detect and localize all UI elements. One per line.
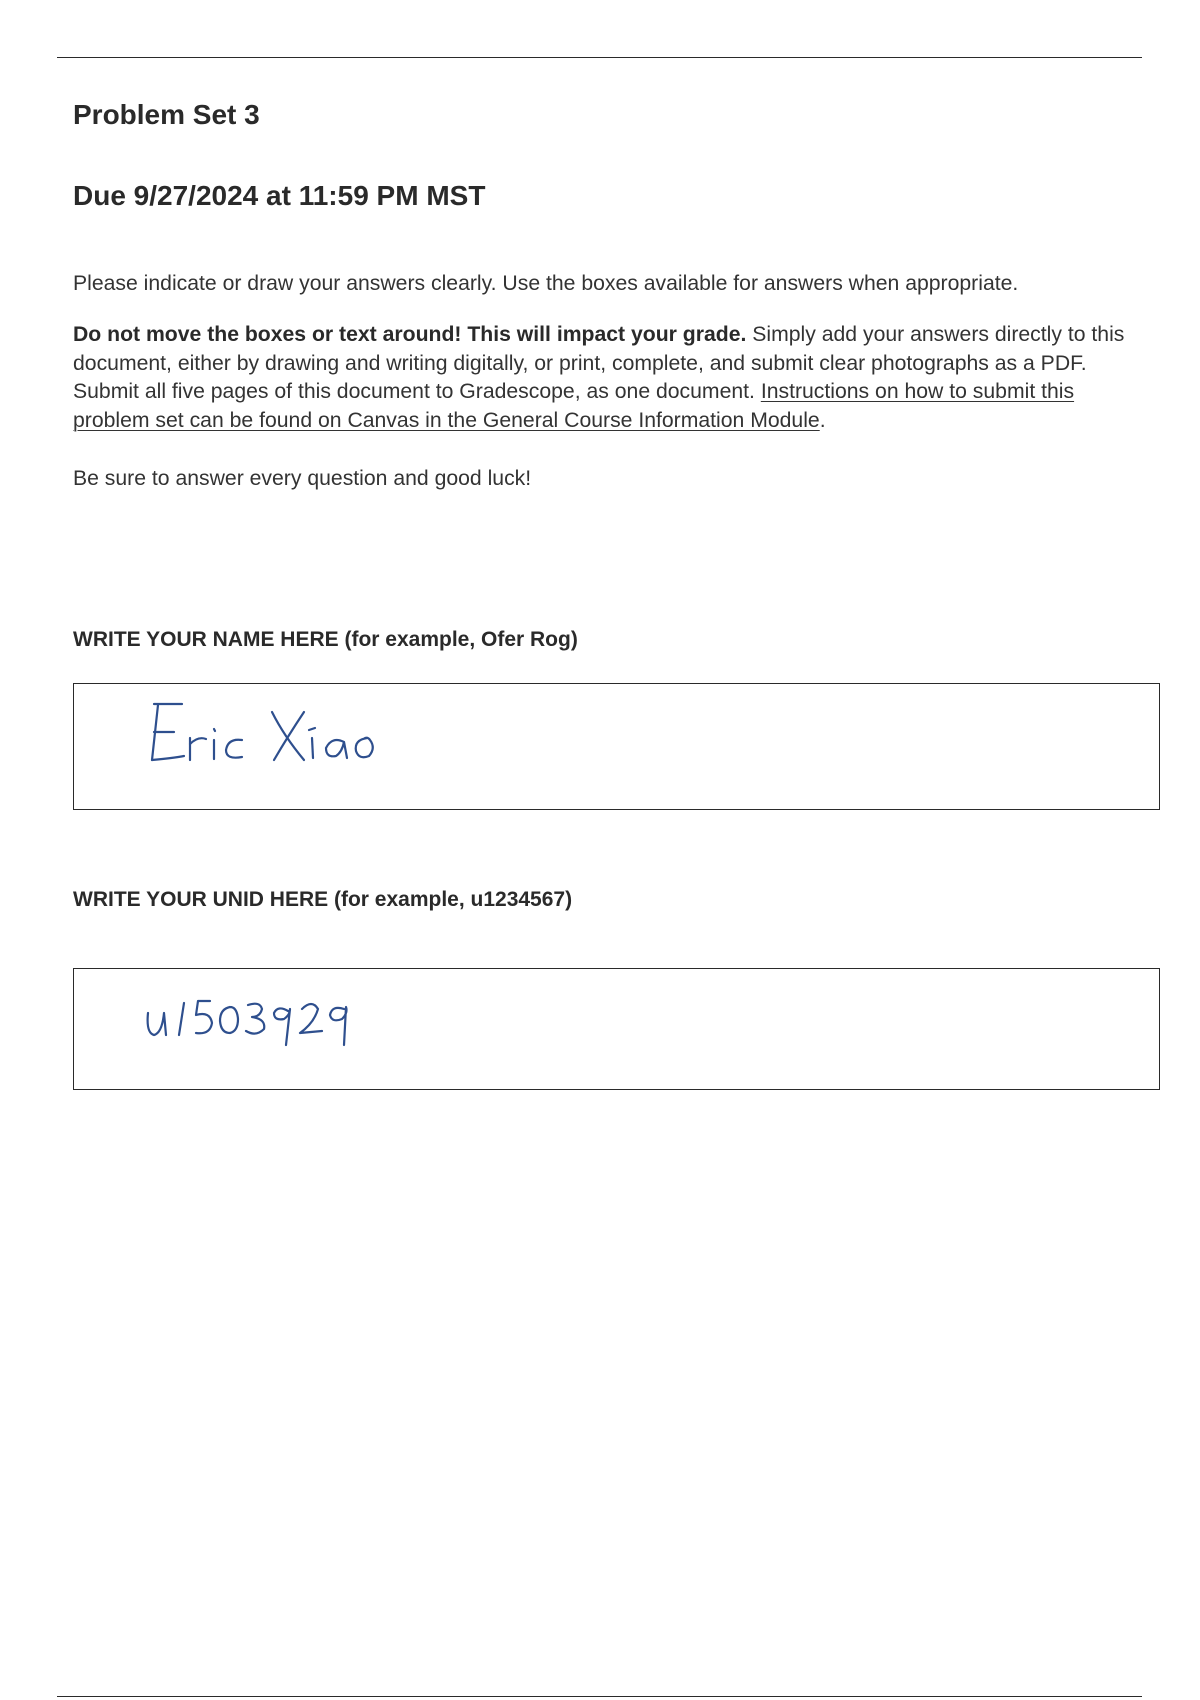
top-rule [57,57,1142,58]
instructions-line: Please indicate or draw your answers clearly. Use the boxes available for answers when appropriate. [73,272,1019,295]
unid-answer-box[interactable] [73,968,1160,1090]
instructions-paragraph [73,321,1138,435]
instructions-period: . [819,408,826,432]
canvas-instructions-link[interactable]: Instructions on how to submit this problem set can be found on Canvas in the General Course Information Module [73,380,1075,432]
instructions-body: Simply add your answers directly to this document, either by drawing and writing digitally, or print, complete, and submit clear photographs as a PDF. Submit all five pages of this document to Gradescope, as one document. [73,323,1125,403]
warning-text: Do not move the boxes or text around! This will impact your grade. [73,323,747,346]
closing-line: Be sure to answer every question and good luck! [73,467,532,490]
unid-field-label: WRITE YOUR UNID HERE (for example, u1234567) [73,888,573,911]
handwritten-unid [144,983,384,1063]
handwritten-name [144,698,384,778]
name-field-label: WRITE YOUR NAME HERE (for example, Ofer Rog) [73,628,578,651]
bottom-rule [57,1696,1142,1697]
name-answer-box[interactable] [73,683,1160,810]
due-date: Due 9/27/2024 at 11:59 PM MST [73,180,486,211]
page-title: Problem Set 3 [73,99,260,130]
